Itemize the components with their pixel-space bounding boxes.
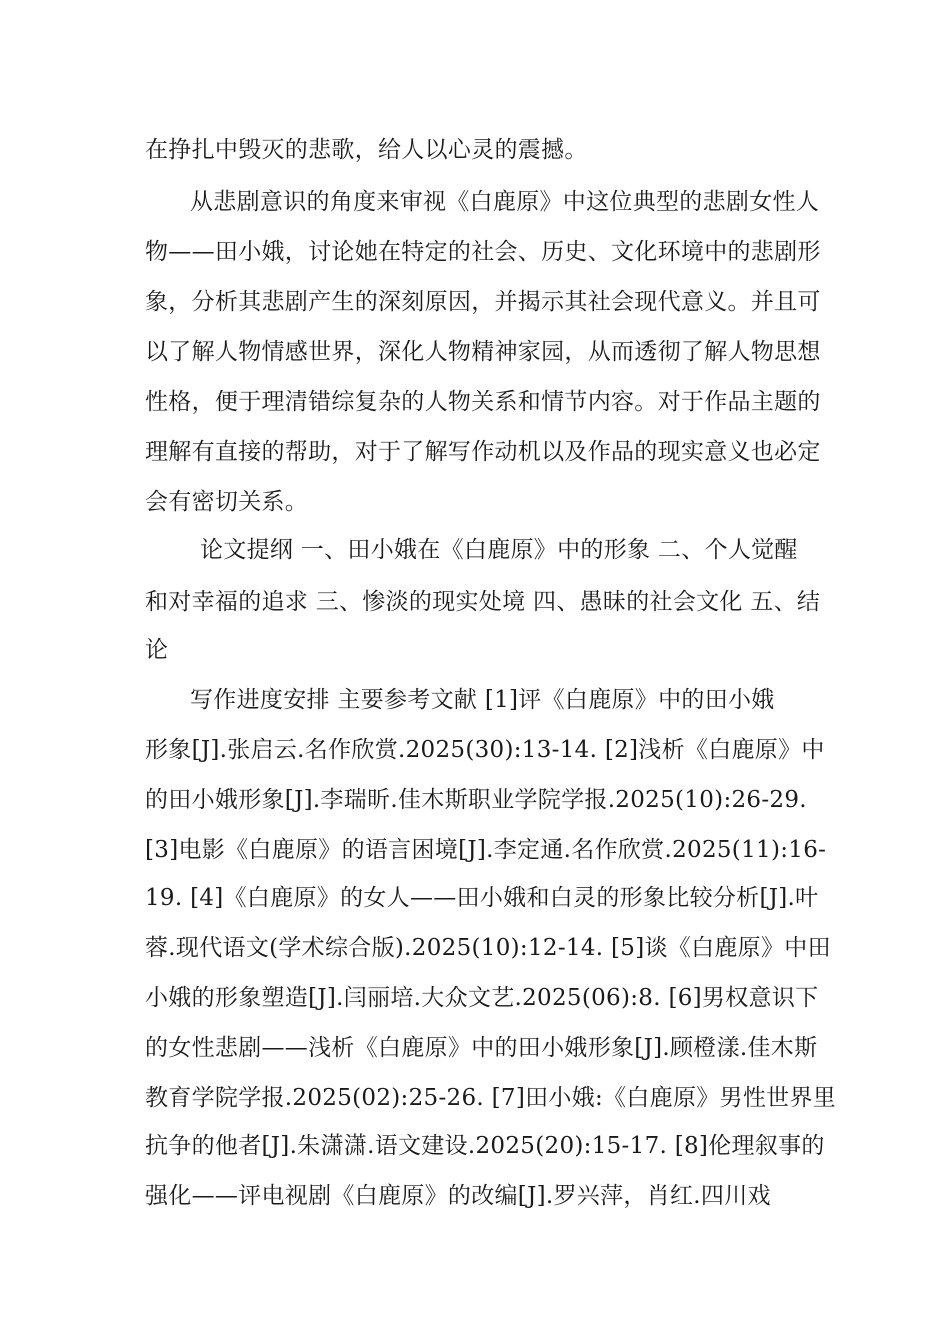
reference-line: [3]电影《白鹿原》的语言困境[J].李定通.名作欣赏.2025(11):16- bbox=[145, 837, 827, 863]
text-line: 物——田小娥，讨论她在特定的社会、历史、文化环境中的悲剧形 bbox=[145, 239, 821, 265]
reference-line: 形象[J].张启云.名作欣赏.2025(30):13-14. [2]浅析《白鹿原》中 bbox=[145, 737, 825, 763]
references-heading-line: 写作进度安排 主要参考文献 [1]评《白鹿原》中的田小娥 bbox=[190, 687, 775, 713]
reference-line: 的女性悲剧——浅析《白鹿原》中的田小娥形象[J].顾橙漾.佳木斯 bbox=[145, 1035, 818, 1061]
paragraph-start-line: 从悲剧意识的角度来审视《白鹿原》中这位典型的悲剧女性人 bbox=[190, 189, 820, 215]
reference-line: 的田小娥形象[J].李瑞昕.佳木斯职业学院学报.2025(10):26-29. bbox=[145, 787, 807, 813]
reference-line: 强化——评电视剧《白鹿原》的改编[J].罗兴萍，肖红.四川戏 bbox=[145, 1183, 771, 1209]
reference-line: 蓉.现代语文(学术综合版).2025(10):12-14. [5]谈《白鹿原》中田 bbox=[145, 935, 831, 961]
text-line: 理解有直接的帮助，对于了解写作动机以及作品的现实意义也必定 bbox=[145, 439, 821, 465]
text-line: 和对幸福的追求 三、惨淡的现实处境 四、愚昧的社会文化 五、结 bbox=[145, 589, 821, 615]
reference-line: 小娥的形象塑造[J].闫丽培.大众文艺.2025(06):8. [6]男权意识下 bbox=[145, 985, 819, 1011]
outline-heading-line: 论文提纲 一、田小娥在《白鹿原》中的形象 二、个人觉醒 bbox=[200, 537, 798, 563]
text-line: 以了解人物情感世界，深化人物精神家园，从而透彻了解人物思想 bbox=[145, 339, 821, 365]
text-line: 象，分析其悲剧产生的深刻原因，并揭示其社会现代意义。并且可 bbox=[145, 289, 821, 315]
text-line: 会有密切关系。 bbox=[145, 489, 309, 515]
text-line: 论 bbox=[145, 637, 169, 663]
reference-line: 教育学院学报.2025(02):25-26. [7]田小娥:《白鹿原》男性世界里 bbox=[145, 1085, 837, 1111]
text-line: 在挣扎中毁灭的悲歌，给人以心灵的震撼。 bbox=[145, 137, 588, 163]
reference-line: 抗争的他者[J].朱潇潇.语文建设.2025(20):15-17. [8]伦理叙事的 bbox=[145, 1133, 825, 1159]
text-line: 性格，便于理清错综复杂的人物关系和情节内容。对于作品主题的 bbox=[145, 389, 821, 415]
reference-line: 19. [4]《白鹿原》的女人——田小娥和白灵的形象比较分析[J].叶 bbox=[145, 885, 819, 911]
